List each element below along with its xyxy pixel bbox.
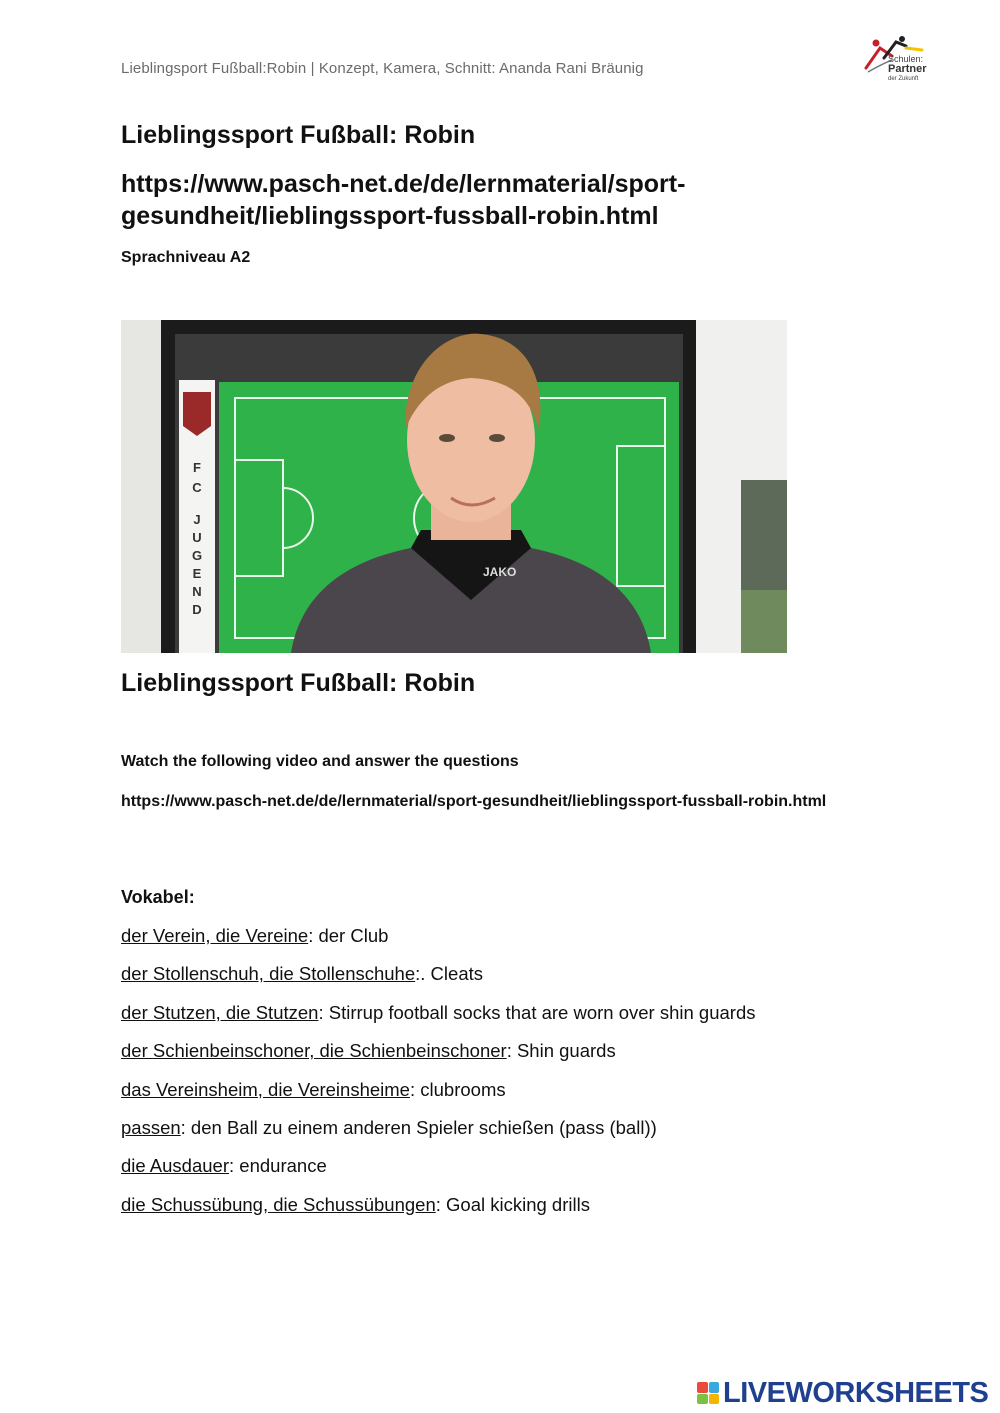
vocab-item (121, 1116, 881, 1154)
logo-line-1: Schulen: (888, 54, 924, 64)
sign-letter: G (191, 548, 203, 563)
shirt-brand-text: JAKO (483, 565, 517, 579)
vocab-term: die Schussübung, die Schussübungen (121, 1193, 436, 1215)
schulen-partner-logo (862, 34, 938, 92)
vocab-definition: : Stirrup football socks that are worn over shin guards (318, 1001, 756, 1023)
sign-letter: C (192, 480, 202, 495)
logo-line-3: der Zukunft (888, 76, 919, 82)
instruction-text: Watch the following video and answer the questions (121, 753, 519, 770)
sign-letter: E (192, 566, 202, 581)
brand-wordmark: LIVEWORKSHEETS (723, 1376, 989, 1409)
sign-letter: N (192, 584, 202, 599)
sign-letter: J (193, 512, 201, 527)
vocab-item (121, 1078, 881, 1116)
vocab-item (121, 1193, 881, 1231)
video-url-link[interactable]: https://www.pasch-net.de/de/lernmaterial/sport-gesundheit/lieblingssport-fussball-robin.html (121, 793, 827, 810)
vocab-definition: : der Club (308, 925, 389, 946)
vocab-definition: : endurance (229, 1155, 327, 1177)
vocab-item (121, 1039, 881, 1077)
vocab-term: der Stollenschuh, die Stollenschuhe (121, 963, 416, 985)
url-heading-link[interactable]: https://www.pasch-net.de/de/lernmaterial/sport-gesundheit/lieblingssport-fussball-robin.html (121, 170, 686, 230)
vocab-term: passen (121, 1116, 181, 1138)
vocab-definition: : Goal kicking drills (435, 1193, 590, 1215)
liveworksheets-brand (697, 1378, 988, 1408)
vocab-term: der Schienbeinschoner, die Schienbeinschoner (121, 1040, 507, 1062)
sign-letter: F (193, 460, 201, 475)
section-title: Lieblingssport Fußball: Robin (121, 669, 476, 697)
vocab-definition: : den Ball zu einem anderen Spieler schießen (pass (ball)) (180, 1116, 657, 1138)
vocab-term: der Stutzen, die Stutzen (121, 1001, 319, 1023)
sign-letter: U (192, 530, 202, 545)
liveworksheets-logo-icon (697, 1382, 719, 1404)
photo-illustration (121, 320, 787, 653)
logo-line-2: Partner (888, 63, 927, 75)
vocabulary-heading: Vokabel: (121, 887, 195, 907)
page-title: Lieblingssport Fußball: Robin (121, 121, 476, 149)
vocab-term: das Vereinsheim, die Vereinsheime (121, 1078, 410, 1100)
vocab-item (121, 1154, 881, 1192)
language-level: Sprachniveau A2 (121, 249, 251, 266)
vocabulary-list (121, 924, 881, 1231)
video-thumbnail-photo[interactable] (121, 320, 787, 653)
vocab-definition: :. Cleats (415, 963, 483, 985)
vocab-item (121, 962, 881, 1000)
vocab-item (121, 924, 881, 962)
vocab-definition: : clubrooms (409, 1078, 506, 1100)
vocab-item (121, 1001, 881, 1039)
vocab-term: der Verein, die Vereine (121, 925, 309, 946)
sign-letter: D (192, 602, 202, 617)
vocab-definition: : Shin guards (506, 1040, 616, 1062)
document-header: Lieblingsport Fußball:Robin | Konzept, Kamera, Schnitt: Ananda Rani Bräunig (121, 60, 644, 77)
vocab-term: die Ausdauer (121, 1155, 230, 1177)
